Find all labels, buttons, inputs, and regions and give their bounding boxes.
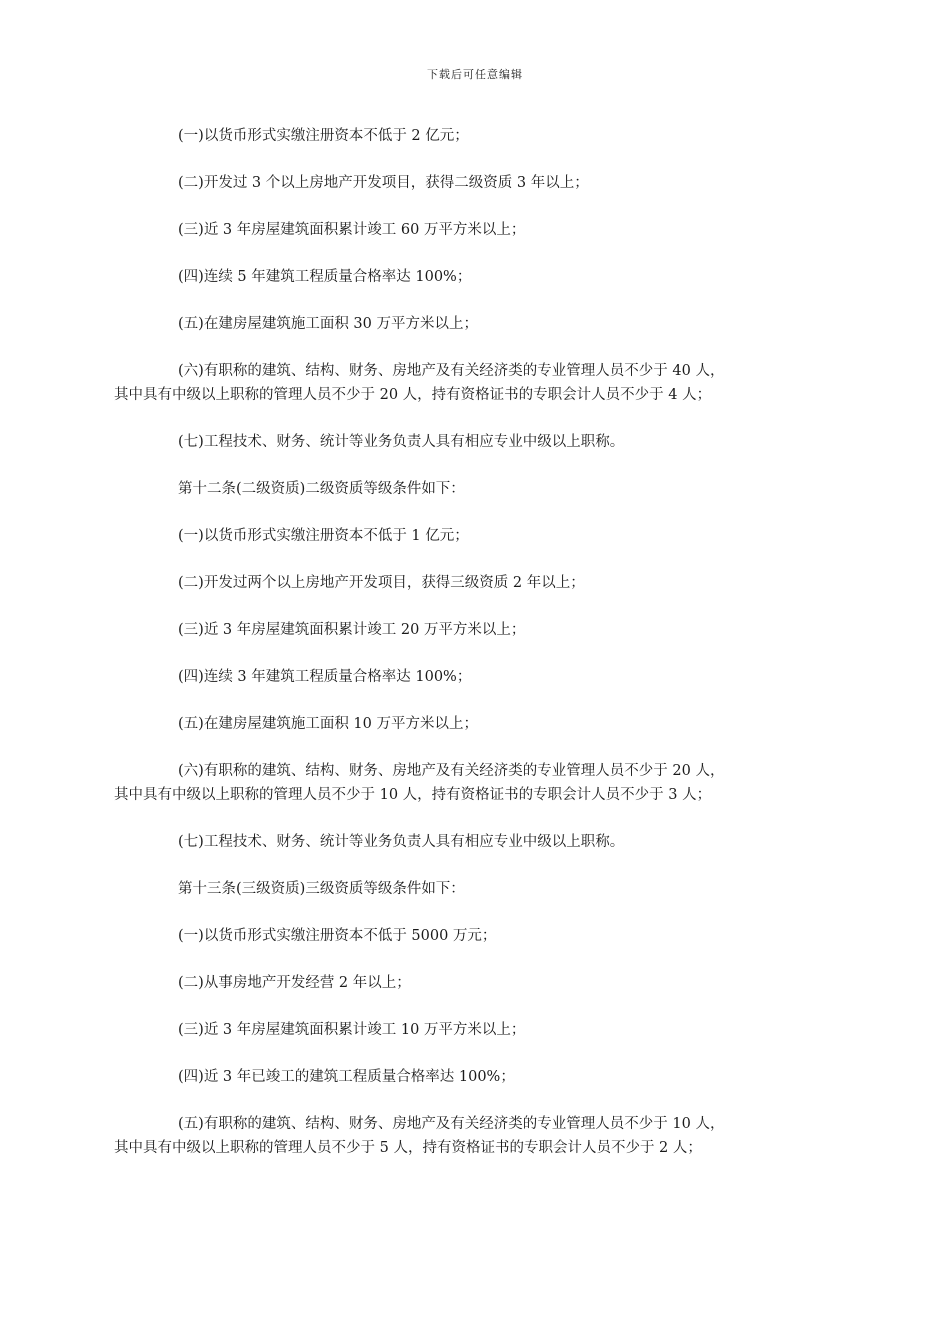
paragraph	[146, 265, 806, 289]
paragraph-line: (三)近 3 年房屋建筑面积累计竣工 60 万平方米以上；	[178, 222, 526, 238]
document-body	[114, 124, 806, 1183]
paragraph-line: (六)有职称的建筑、结构、财务、房地产及有关经济类的专业管理人员不少于 20 人，	[178, 763, 725, 779]
paragraph	[146, 618, 806, 642]
paragraph-line: (三)近 3 年房屋建筑面积累计竣工 20 万平方米以上；	[178, 622, 526, 638]
paragraph-line: (二)开发过两个以上房地产开发项目，获得三级资质 2 年以上；	[178, 575, 585, 591]
paragraph	[146, 924, 806, 948]
paragraph-line: (二)开发过 3 个以上房地产开发项目，获得二级资质 3 年以上；	[178, 175, 589, 191]
paragraph	[146, 171, 806, 195]
paragraph-line: 其中具有中级以上职称的管理人员不少于 20 人，持有资格证书的专职会计人员不少于 4 人；	[114, 387, 712, 403]
paragraph-line: (四)近 3 年已竣工的建筑工程质量合格率达 100%；	[178, 1069, 515, 1085]
paragraph-line: (五)有职称的建筑、结构、财务、房地产及有关经济类的专业管理人员不少于 10 人，	[178, 1116, 725, 1132]
section-heading	[146, 477, 806, 501]
paragraph	[146, 218, 806, 242]
paragraph-line: 其中具有中级以上职称的管理人员不少于 5 人，持有资格证书的专职会计人员不少于 2 人；	[114, 1140, 702, 1156]
paragraph-line: (一)以货币形式实缴注册资本不低于 2 亿元；	[178, 128, 469, 144]
header-note: 下载后可任意编辑	[427, 68, 523, 81]
paragraph	[146, 971, 806, 995]
paragraph-line: (四)连续 5 年建筑工程质量合格率达 100%；	[178, 269, 472, 285]
paragraph	[146, 712, 806, 736]
paragraph-line: 其中具有中级以上职称的管理人员不少于 10 人，持有资格证书的专职会计人员不少于 3 人；	[114, 787, 712, 803]
paragraph	[146, 830, 806, 854]
paragraph-line: (七)工程技术、财务、统计等业务负责人具有相应专业中级以上职称。	[178, 434, 625, 450]
paragraph-line: (五)在建房屋建筑施工面积 10 万平方米以上；	[178, 716, 478, 732]
paragraph-line: (七)工程技术、财务、统计等业务负责人具有相应专业中级以上职称。	[178, 834, 625, 850]
paragraph	[146, 665, 806, 689]
paragraph	[146, 312, 806, 336]
paragraph	[146, 124, 806, 148]
paragraph-line: (六)有职称的建筑、结构、财务、房地产及有关经济类的专业管理人员不少于 40 人，	[178, 363, 725, 379]
paragraph-line: 第十三条(三级资质)三级资质等级条件如下：	[178, 881, 465, 897]
paragraph	[146, 1065, 806, 1089]
paragraph-line: (三)近 3 年房屋建筑面积累计竣工 10 万平方米以上；	[178, 1022, 526, 1038]
paragraph-line: (一)以货币形式实缴注册资本不低于 5000 万元；	[178, 928, 497, 944]
paragraph-line: (四)连续 3 年建筑工程质量合格率达 100%；	[178, 669, 472, 685]
paragraph-line: (五)在建房屋建筑施工面积 30 万平方米以上；	[178, 316, 478, 332]
paragraph	[146, 430, 806, 454]
section-heading	[146, 877, 806, 901]
paragraph	[146, 1018, 806, 1042]
paragraph-line: (一)以货币形式实缴注册资本不低于 1 亿元；	[178, 528, 469, 544]
paragraph	[114, 1112, 806, 1160]
paragraph	[114, 359, 806, 407]
paragraph-line: (二)从事房地产开发经营 2 年以上；	[178, 975, 411, 991]
paragraph	[146, 524, 806, 548]
paragraph-line: 第十二条(二级资质)二级资质等级条件如下：	[178, 481, 465, 497]
paragraph	[146, 571, 806, 595]
paragraph	[114, 759, 806, 807]
